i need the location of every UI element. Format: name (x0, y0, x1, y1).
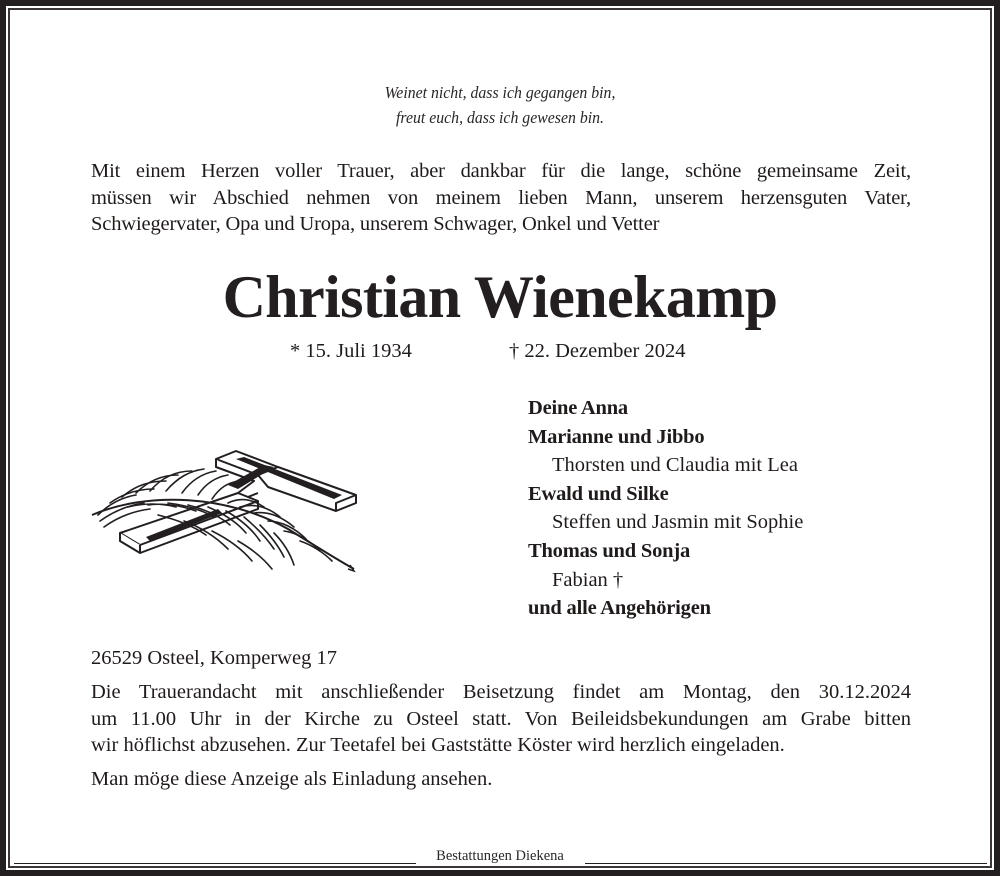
death-date: † 22. Dezember 2024 (509, 340, 686, 362)
family-member: Deine Anna (528, 397, 628, 419)
intro-line-3: Schwiegervater, Opa und Uropa, unserem Schwager, Onkel und Vetter (91, 213, 660, 235)
family-member: Thorsten und Claudia mit Lea (552, 454, 798, 477)
intro-line-1: Mit einem Herzen voller Trauer, aber dankbar für die lange, schöne gemeinsame Zeit, (91, 160, 911, 182)
cross-with-palm-branch-icon (88, 445, 360, 573)
family-member: Ewald und Silke (528, 482, 669, 505)
undertaker-name: Bestattungen Diekena (436, 848, 564, 864)
deceased-name: Christian Wienekamp (222, 264, 778, 330)
family-member: Marianne und Jibbo (528, 425, 705, 448)
family-list (528, 394, 803, 623)
motto-line-2: freut euch, dass ich gewesen bin. (395, 108, 604, 127)
service-details (91, 679, 911, 759)
closing-note: Man möge diese Anzeige als Einladung ansehen. (91, 768, 493, 790)
intro-line-2: müssen wir Abschied nehmen von meinem lieben Mann, unserem herzensguten Vater, (91, 186, 911, 209)
family-member: Steffen und Jasmin mit Sophie (552, 511, 804, 534)
intro-paragraph (91, 158, 911, 238)
family-member: Fabian † (552, 568, 624, 591)
motto-line-1: Weinet nicht, dass ich gegangen bin, (384, 83, 616, 102)
motto-quote (35, 80, 965, 130)
address: 26529 Osteel, Komperweg 17 (91, 647, 337, 669)
service-line-1: Die Trauerandacht mit anschließender Beisetzung findet am Montag, den 30.12.2024 (91, 681, 911, 703)
family-member: und alle Angehörigen (528, 597, 711, 620)
family-member: Thomas und Sonja (528, 539, 691, 562)
service-line-3: wir höflichst abzusehen. Zur Teetafel bei Gaststätte Köster wird herzlich eingeladen. (91, 734, 785, 756)
service-line-2: um 11.00 Uhr in der Kirche zu Osteel statt. Von Beileidsbekundungen am Grabe bitten (91, 707, 911, 730)
birth-date: * 15. Juli 1934 (290, 340, 412, 362)
footer (10, 846, 990, 866)
